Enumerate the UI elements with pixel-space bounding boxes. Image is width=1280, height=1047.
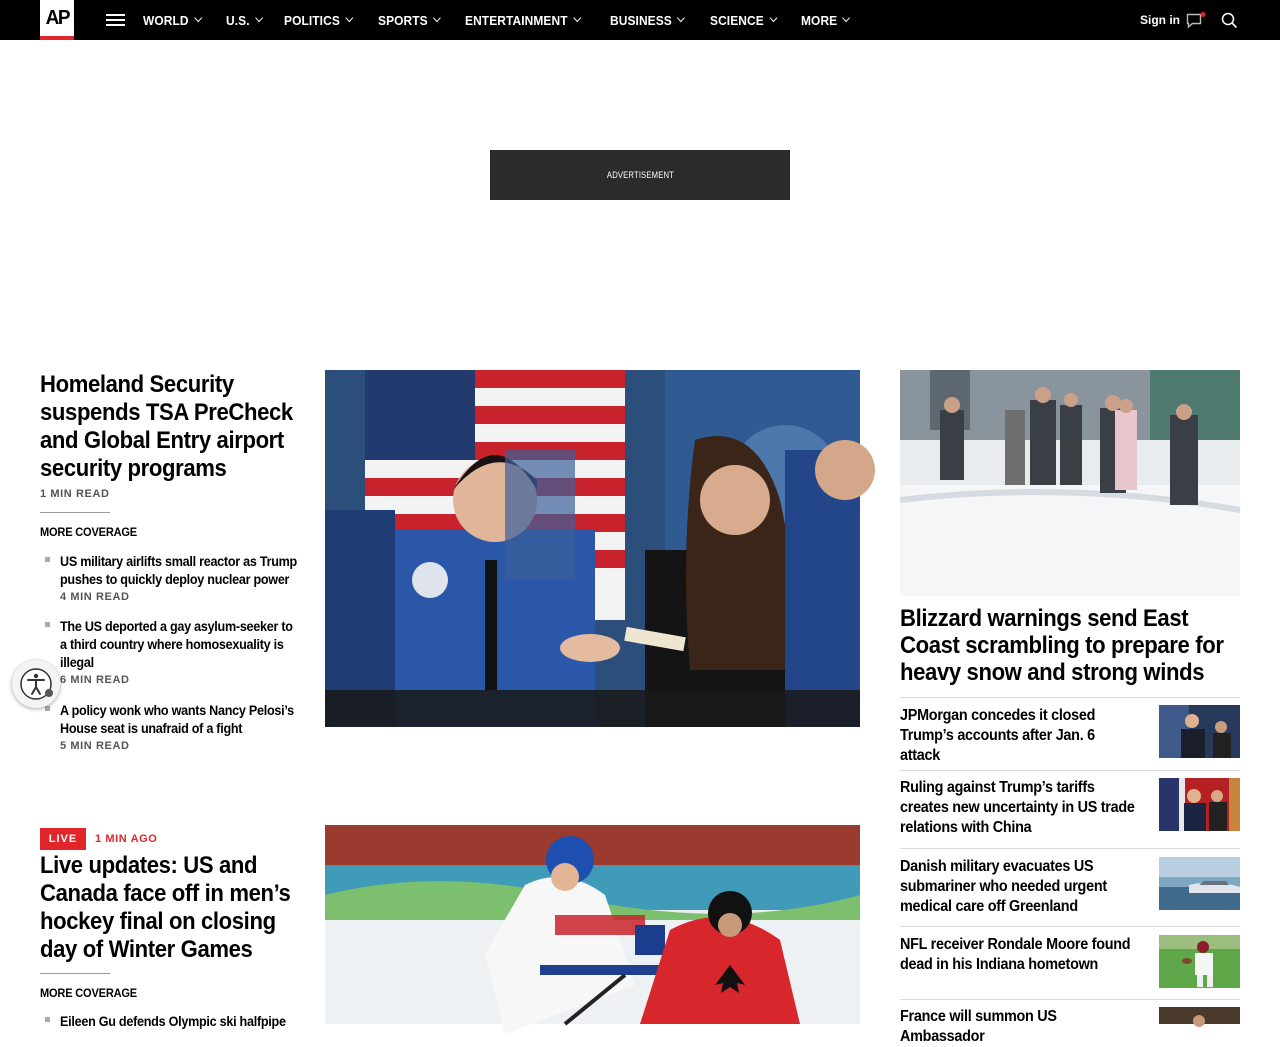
nav-item-business[interactable]: BUSINESS (610, 13, 684, 28)
coverage-item (60, 1012, 320, 1030)
accessibility-icon (19, 667, 53, 701)
coverage-headline[interactable]: A policy wonk who wants Nancy Pelosi’s House seat is unafraid of a fight (60, 702, 294, 736)
ap-logo[interactable]: AP (40, 0, 74, 40)
nfl-story-thumbnail[interactable] (1159, 935, 1240, 988)
bullet-icon (45, 622, 50, 627)
right-story-headline[interactable]: Danish military evacuates US submariner who needed urgent medical care off Greenland (900, 858, 1107, 915)
blizzard-story-image[interactable] (900, 370, 1240, 596)
divider (40, 973, 110, 974)
chevron-down-icon (255, 14, 263, 22)
coverage-headline[interactable]: Eileen Gu defends Olympic ski halfpipe (60, 1013, 286, 1029)
nav-item-science[interactable]: SCIENCE (710, 13, 776, 28)
main-nav (143, 0, 874, 40)
nav-item-entertainment[interactable]: ENTERTAINMENT (465, 13, 580, 28)
nav-item-us[interactable]: U.S. (226, 13, 262, 28)
accessibility-widget-button[interactable] (12, 660, 60, 708)
more-coverage-label: MORE COVERAGE (40, 986, 137, 1000)
lead-story-headline[interactable]: Homeland Security suspends TSA PreCheck and Global Entry airport security programs (40, 371, 293, 482)
greenland-story-thumbnail[interactable] (1159, 857, 1240, 910)
hockey-story-headline[interactable]: Live updates: US and Canada face off in men’s hockey final on closing day of Winter Games (40, 852, 291, 963)
france-story-thumbnail[interactable] (1159, 1007, 1240, 1024)
chevron-down-icon (433, 14, 441, 22)
nav-item-sports[interactable]: SPORTS (378, 13, 440, 28)
nav-item-politics[interactable]: POLITICS (284, 13, 352, 28)
chevron-down-icon (769, 14, 777, 22)
divider (40, 512, 110, 513)
chevron-down-icon (677, 14, 685, 22)
coverage-headline[interactable]: The US deported a gay asylum-seeker to a third country where homosexuality is illegal (60, 618, 293, 670)
right-story-headline[interactable]: France will summon US Ambassador (900, 1008, 1057, 1045)
bullet-icon (45, 557, 50, 562)
nav-item-more[interactable]: MORE (801, 13, 849, 28)
divider (900, 926, 1240, 927)
bullet-icon (45, 1017, 50, 1022)
lead-story-image[interactable] (325, 370, 860, 727)
advertisement[interactable]: ADVERTISEMENT (490, 150, 790, 200)
divider (900, 770, 1240, 771)
chat-notification-icon[interactable] (1186, 12, 1204, 28)
coverage-headline[interactable]: US military airlifts small reactor as Trump pushes to quickly deploy nuclear power (60, 553, 297, 587)
coverage-read-time: 6 MIN READ (60, 674, 130, 686)
coverage-read-time: 5 MIN READ (60, 740, 130, 752)
chevron-down-icon (345, 14, 353, 22)
hockey-story-image[interactable] (325, 825, 860, 1024)
blizzard-story-headline[interactable]: Blizzard warnings send East Coast scrambling to prepare for heavy snow and strong winds (900, 605, 1224, 686)
coverage-read-time: 4 MIN READ (60, 591, 130, 603)
coverage-item (60, 552, 320, 603)
top-navigation-bar (0, 0, 1280, 40)
bullet-icon (45, 706, 50, 711)
coverage-item (60, 701, 320, 752)
lead-story-read-time: 1 MIN READ (40, 488, 110, 500)
sign-in-link[interactable]: Sign in (1140, 13, 1180, 27)
coverage-item (60, 617, 320, 686)
chevron-down-icon (573, 14, 581, 22)
right-story-headline[interactable]: JPMorgan concedes it closed Trump’s accounts after Jan. 6 attack (900, 707, 1096, 764)
hamburger-menu-icon[interactable] (106, 14, 125, 26)
more-coverage-label: MORE COVERAGE (40, 525, 137, 539)
chevron-down-icon (843, 14, 851, 22)
divider (900, 999, 1240, 1000)
search-icon[interactable] (1221, 12, 1238, 29)
nav-item-world[interactable]: WORLD (143, 13, 201, 28)
jpmorgan-story-thumbnail[interactable] (1159, 705, 1240, 758)
tariffs-story-thumbnail[interactable] (1159, 778, 1240, 831)
live-timestamp: 1 MIN AGO (95, 833, 158, 845)
divider (900, 697, 1240, 698)
chevron-down-icon (194, 14, 202, 22)
live-badge: LIVE (40, 828, 86, 850)
right-story-headline[interactable]: NFL receiver Rondale Moore found dead in his Indiana hometown (900, 936, 1131, 973)
right-story-headline[interactable]: Ruling against Trump’s tariffs creates new uncertainty in US trade relations with China (900, 779, 1135, 836)
divider (900, 848, 1240, 849)
